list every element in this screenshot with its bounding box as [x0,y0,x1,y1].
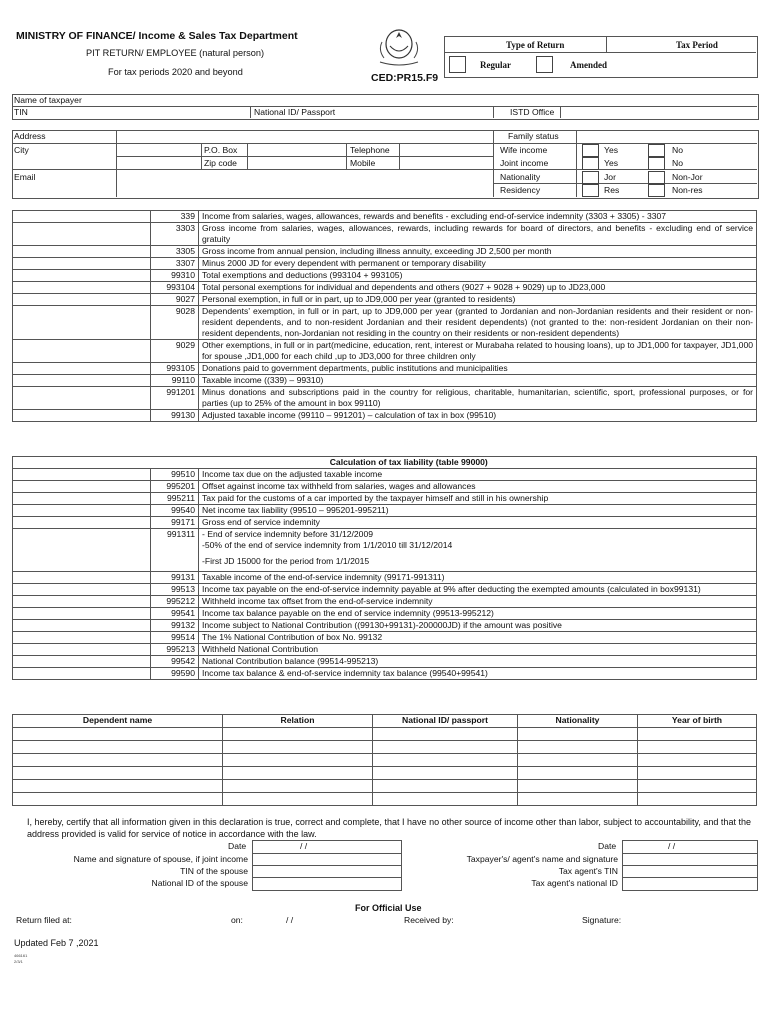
income-code: 3305 [151,246,199,258]
income-row [13,282,757,294]
liability-code: 99514 [151,632,199,644]
income-description: Total personal exemptions for individual and dependents and others (9027 + 9028 + 9029) up to JD23,000 [202,282,606,292]
liability-code: 99541 [151,608,199,620]
dependent-cell[interactable] [638,793,757,806]
istd-office-label: ISTD Office [510,107,555,117]
liability-description: Taxable income of the end-of-service indemnity (99171-991311) [202,572,445,582]
signature-label: Signature: [582,915,622,925]
income-code: 3303 [151,223,199,246]
address-box [12,130,759,199]
income-code: 993105 [151,363,199,375]
income-value-cell[interactable] [13,258,151,270]
nationality-nonjor-label: Non-Jor [672,172,703,182]
footer-code-1: 466161 [14,953,28,958]
dependent-cell[interactable] [518,728,638,741]
income-description: Minus 2000 JD for every dependent with permanent or temporary disability [202,258,486,268]
wife-income-label: Wife income [500,145,548,155]
agent-national-id-label: Tax agent's national ID [531,878,618,888]
income-row [13,375,757,387]
wife-income-no-checkbox[interactable] [648,144,665,157]
liability-description: Income tax balance & end-of-service indemnity tax balance (99540+99541) [202,668,488,678]
income-code: 99130 [151,410,199,422]
liability-description: Withheld National Contribution [202,644,319,654]
liability-value-cell[interactable] [13,469,151,481]
income-description: Total exemptions and deductions (993104 + 993105) [202,270,403,280]
income-row [13,223,757,246]
family-status-label: Family status [508,131,559,141]
income-code: 9029 [151,340,199,363]
wife-income-yes-label: Yes [604,145,619,155]
income-value-cell[interactable] [13,294,151,306]
certification-statement: I, hereby, certify that all information given in this declaration is true, correct and complete, that I have no other source of income other than labor, subject to accountability, and that the address provided is valid for service of notice in accordance with the law. [27,817,751,839]
on-label: on: [231,915,243,925]
income-row [13,294,757,306]
income-code: 339 [151,211,199,223]
dependent-row [13,741,757,754]
official-date-slashes: / / [286,915,294,925]
income-value-cell[interactable] [13,387,151,410]
wife-income-yes-checkbox[interactable] [582,144,599,157]
date-slashes-left: / / [300,841,308,851]
dependent-cell[interactable] [518,780,638,793]
address-label: Address [14,131,46,141]
income-description: Dependents' exemption, in full or in part, up to JD9,000 per year (granted to Jordanian and non-Jordanian residents and their resident or non-resident dependents, and to non-resident Jordanian and their resident dependents) (not granted to the: non-resident Jordanian on their non-resident dependents, non-Jordanian not residing in the country on their residents or non-resident dependents) [202,306,753,338]
liability-row [13,529,757,572]
liability-description: Offset against income tax withheld from salaries, wages and allowances [202,481,476,491]
income-description: Gross income from annual pension, including illness annuity, exceeding JD 2,500 per month [202,246,552,256]
liability-description: Income tax payable on the end-of-service indemnity payable at 9% after deducting the exempted amounts (calculated in box99131) [202,584,701,594]
liability-value-cell[interactable] [13,620,151,632]
income-code: 3307 [151,258,199,270]
income-value-cell[interactable] [13,340,151,363]
income-description: Income from salaries, wages, allowances, rewards and benefits - excluding end-of-service indemnity (3303 + 3305) - 3307 [202,211,667,221]
joint-income-yes-label: Yes [604,158,619,168]
received-by-label: Received by: [404,915,454,925]
liability-description: The 1% National Contribution of box No. 99132 [202,632,383,642]
emblem-icon [372,26,426,68]
date-slashes-right: / / [668,841,676,851]
dependent-row [13,728,757,741]
liability-code: 995213 [151,644,199,656]
liability-value-cell[interactable] [13,517,151,529]
income-code: 991201 [151,387,199,410]
income-table [12,210,757,422]
liability-row [13,620,757,632]
liability-row [13,608,757,620]
liability-value-cell[interactable] [13,584,151,596]
liability-description: Withheld income tax offset from the end-of-service indemnity [202,596,433,606]
income-code: 9028 [151,306,199,340]
income-description: Gross income from salaries, wages, allowances, rewards, including rewards for board of directors, and benefits - excluding end of service gratuity [202,223,753,244]
liability-description-2: -50% of the end of service indemnity from 1/1/2010 till 31/12/2014 [202,540,453,550]
dependent-cell[interactable] [223,741,373,754]
telephone-label: Telephone [350,145,390,155]
name-of-taxpayer-label: Name of taxpayer [14,95,82,105]
date-label-right: Date [598,841,617,851]
regular-checkbox[interactable] [449,56,466,73]
income-code: 9027 [151,294,199,306]
liability-row [13,572,757,584]
date-label-left: Date [228,841,247,851]
spouse-national-id-label: National ID of the spouse [151,878,248,888]
dependent-cell[interactable] [13,754,223,767]
liability-code: 99131 [151,572,199,584]
dependent-cell[interactable] [223,767,373,780]
dependents-header: Relation [223,715,373,728]
liability-code: 99513 [151,584,199,596]
dependent-cell[interactable] [638,741,757,754]
dependent-cell[interactable] [13,741,223,754]
dependent-cell[interactable] [373,741,518,754]
dependent-cell[interactable] [223,754,373,767]
liability-code: 99171 [151,517,199,529]
income-description: Donations paid to government departments, public institutions and municipalities [202,363,508,373]
liability-code: 991311 [151,529,199,572]
mobile-label: Mobile [350,158,376,168]
liability-value-cell[interactable] [13,656,151,668]
liability-description: Income tax balance payable on the end of service indemnity (99513-995212) [202,608,494,618]
liability-description: - End of service indemnity before 31/12/2009 [202,529,374,539]
liability-row [13,644,757,656]
dependents-header: Year of birth [638,715,757,728]
footer-code-2: 2/3/1 [14,959,23,964]
income-description: Taxable income ((339) – 99310) [202,375,324,385]
income-description: Adjusted taxable income (99110 – 991201) – calculation of tax in box (99510) [202,410,497,420]
liability-description: Tax paid for the customs of a car imported by the taxpayer himself and still in his ownership [202,493,549,503]
liability-row [13,505,757,517]
liability-row [13,493,757,505]
liability-code: 99590 [151,668,199,680]
nationality-nonjor-checkbox[interactable] [648,171,665,184]
dependents-table [12,714,757,806]
liability-value-cell[interactable] [13,529,151,572]
income-value-cell[interactable] [13,270,151,282]
liability-value-cell[interactable] [13,572,151,584]
liability-code: 995211 [151,493,199,505]
residency-res-checkbox[interactable] [582,184,599,197]
dependent-cell[interactable] [638,754,757,767]
dependent-row [13,754,757,767]
residency-label: Residency [500,185,541,195]
income-code: 993104 [151,282,199,294]
dependent-cell[interactable] [13,780,223,793]
liability-code: 99510 [151,469,199,481]
dependents-header-row [13,715,757,728]
spouse-tin-label: TIN of the spouse [180,866,248,876]
tax-period-label: Tax Period [676,40,718,50]
taxpayer-box [12,94,759,120]
income-value-cell[interactable] [13,375,151,387]
income-value-cell[interactable] [13,410,151,422]
amended-checkbox[interactable] [536,56,553,73]
residency-res-label: Res [604,185,620,195]
liability-value-cell[interactable] [13,608,151,620]
income-row [13,387,757,410]
income-row [13,306,757,340]
income-description: Other exemptions, in full or in part(medicine, education, rent, interest or Murabaha related to housing loans), up to JD1,000 for taxpayer, JD1,000 for spouse ,JD1,000 for each child ,up to JD3,000 for three children only [202,340,753,361]
dependent-cell[interactable] [13,793,223,806]
dependent-cell[interactable] [638,728,757,741]
liability-value-cell[interactable] [13,596,151,608]
liability-row [13,596,757,608]
liability-description: Income tax due on the adjusted taxable income [202,469,383,479]
dependents-header: National ID/ passport [373,715,518,728]
liability-code: 995201 [151,481,199,493]
income-row [13,363,757,375]
liability-value-cell[interactable] [13,644,151,656]
tin-label: TIN [14,107,28,117]
dependent-cell[interactable] [638,780,757,793]
ministry-title: MINISTRY OF FINANCE/ Income & Sales Tax Department [16,30,298,42]
dependent-row [13,780,757,793]
form-code: CED:PR15.F9 [371,72,439,84]
income-row [13,410,757,422]
wife-income-no-label: No [672,145,683,155]
dependents-header: Nationality [518,715,638,728]
dependent-cell[interactable] [223,728,373,741]
zip-code-label: Zip code [204,158,237,168]
return-title: PIT RETURN/ EMPLOYEE (natural person) [86,48,265,58]
nationality-jor-label: Jor [604,172,616,182]
income-value-cell[interactable] [13,223,151,246]
income-row [13,211,757,223]
dependent-cell[interactable] [373,793,518,806]
updated-date: Updated Feb 7 ,2021 [14,938,99,948]
liability-row [13,517,757,529]
dependent-cell[interactable] [13,767,223,780]
dependent-row [13,793,757,806]
income-value-cell[interactable] [13,246,151,258]
joint-income-no-label: No [672,158,683,168]
income-code: 99310 [151,270,199,282]
agent-signature-label: Taxpayer's/ agent's name and signature [466,854,618,864]
liability-description: Net income tax liability (99510 – 995201-995211) [202,505,389,515]
income-value-cell[interactable] [13,282,151,294]
liability-value-cell[interactable] [13,505,151,517]
liability-title: Calculation of tax liability (table 99000) [199,457,757,469]
liability-table [12,456,757,680]
dependent-cell[interactable] [373,767,518,780]
regular-label: Regular [480,60,511,70]
income-description: Personal exemption, in full or in part, up to JD9,000 per year (granted to residents) [202,294,516,304]
city-label: City [14,145,29,155]
return-filed-label: Return filed at: [16,915,72,925]
residency-nonres-label: Non-res [672,185,703,195]
liability-code: 99540 [151,505,199,517]
liability-row [13,668,757,680]
liability-value-cell[interactable] [13,481,151,493]
agent-tin-label: Tax agent's TIN [558,866,618,876]
income-code: 99110 [151,375,199,387]
income-value-cell[interactable] [13,211,151,223]
liability-description: National Contribution balance (99514-995213) [202,656,379,666]
nationality-jor-checkbox[interactable] [582,171,599,184]
dependent-row [13,767,757,780]
income-row [13,270,757,282]
dependent-cell[interactable] [518,767,638,780]
liability-row [13,584,757,596]
dependent-cell[interactable] [373,780,518,793]
income-row [13,340,757,363]
income-description: Minus donations and subscriptions paid in the country for religious, charitable, humanitarian, scientific, sport, professional purposes, or for parties (up to 25% of the amount in box 99110) [202,387,753,408]
period-note: For tax periods 2020 and beyond [108,67,243,77]
dependents-header: Dependent name [13,715,223,728]
dependent-cell[interactable] [638,767,757,780]
liability-code: 995212 [151,596,199,608]
liability-value-cell[interactable] [13,668,151,680]
dependent-cell[interactable] [223,780,373,793]
income-value-cell[interactable] [13,306,151,340]
income-row [13,258,757,270]
liability-description: Income subject to National Contribution ((99130+99131)-200000JD) if the amount was positive [202,620,562,630]
po-box-label: P.O. Box [204,145,238,155]
dependent-cell[interactable] [223,793,373,806]
type-of-return-label: Type of Return [506,40,565,50]
dependent-cell[interactable] [518,741,638,754]
official-use-title: For Official Use [355,903,422,913]
joint-income-label: Joint income [500,158,549,168]
dependent-cell[interactable] [373,728,518,741]
liability-code: 99542 [151,656,199,668]
residency-nonres-checkbox[interactable] [648,184,665,197]
liability-row [13,469,757,481]
liability-row [13,481,757,493]
joint-income-no-checkbox[interactable] [648,157,665,170]
amended-label: Amended [570,60,608,70]
liability-description-3: -First JD 15000 for the period from 1/1/2015 [202,556,370,566]
income-value-cell[interactable] [13,363,151,375]
national-id-label: National ID/ Passport [254,107,336,117]
dependent-cell[interactable] [518,793,638,806]
liability-description: Gross end of service indemnity [202,517,320,527]
joint-income-yes-checkbox[interactable] [582,157,599,170]
spouse-signature-label: Name and signature of spouse, if joint income [73,854,248,864]
liability-row [13,632,757,644]
liability-code: 99132 [151,620,199,632]
dependent-cell[interactable] [518,754,638,767]
liability-value-cell[interactable] [13,493,151,505]
dependent-cell[interactable] [373,754,518,767]
dependent-cell[interactable] [13,728,223,741]
liability-row [13,656,757,668]
nationality-label: Nationality [500,172,541,182]
income-row [13,246,757,258]
liability-value-cell[interactable] [13,632,151,644]
email-label: Email [14,172,36,182]
